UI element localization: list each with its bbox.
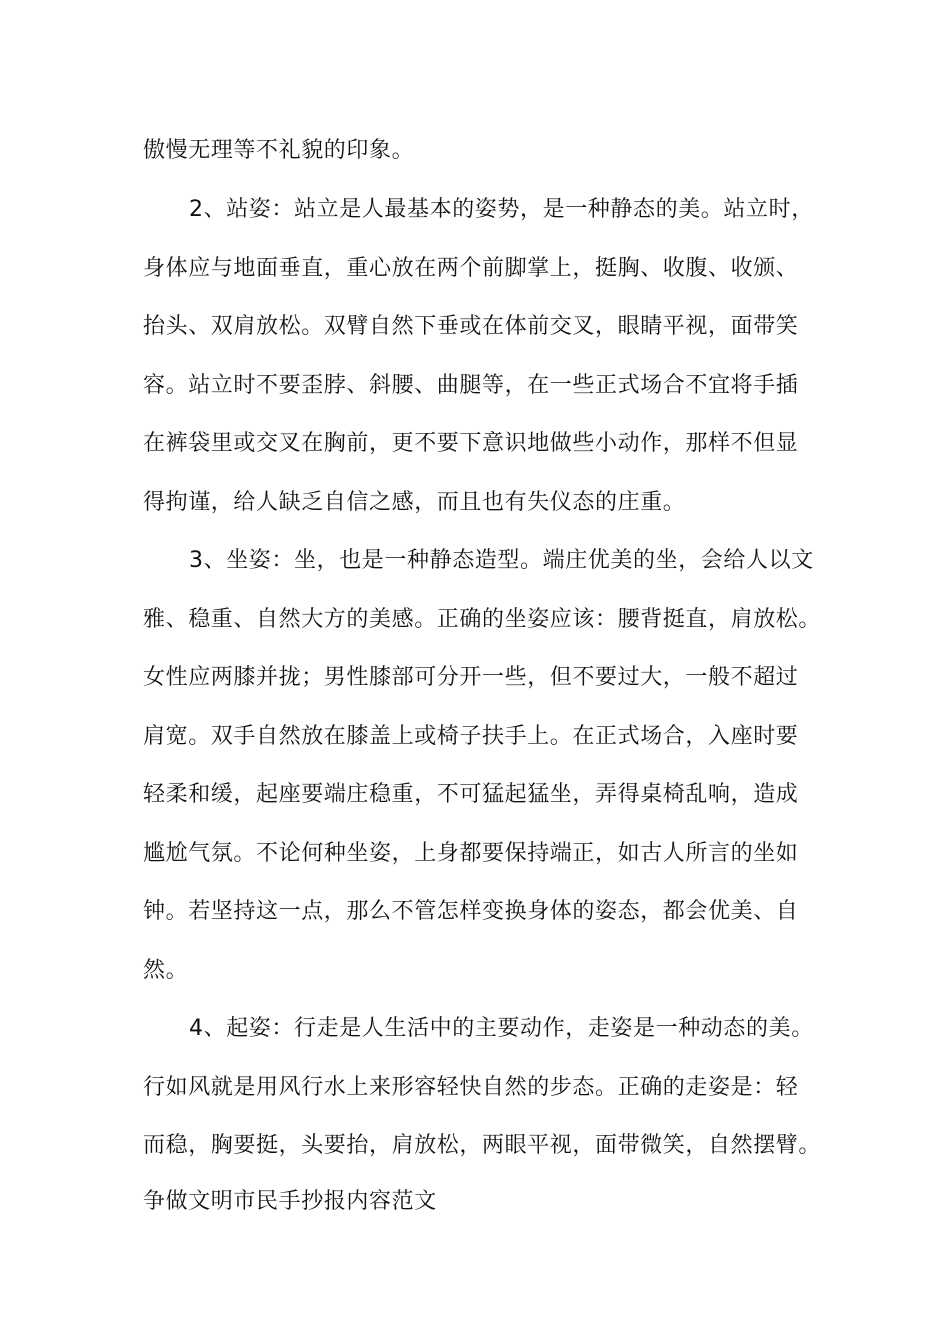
text-line: 轻柔和缓，起座要端庄稳重，不可猛起猛坐，弄得桌椅乱响，造成 (143, 782, 799, 807)
text-line: 尴尬气氛。不论何种坐姿，上身都要保持端正，如古人所言的坐如 (143, 841, 799, 866)
text-line: 容。站立时不要歪脖、斜腰、曲腿等，在一些正式场合不宜将手插 (143, 373, 799, 398)
text-line: 而稳，胸要挺，头要抬，肩放松，两眼平视，面带微笑，自然摆臂。 (143, 1133, 822, 1158)
section-title: 争做文明市民手抄报内容范文 (143, 1189, 437, 1214)
paragraph-start: 4、起姿：行走是人生活中的主要动作，走姿是一种动态的美。 (189, 1016, 814, 1041)
text-line: 抬头、双肩放松。双臂自然下垂或在体前交叉，眼睛平视，面带笑 (143, 314, 799, 339)
text-line: 女性应两膝并拢；男性膝部可分开一些，但不要过大，一般不超过 (143, 665, 799, 690)
paragraph-start: 3、坐姿：坐，也是一种静态造型。端庄优美的坐，会给人以文 (189, 548, 814, 573)
text-line: 身体应与地面垂直，重心放在两个前脚掌上，挺胸、收腹、收颁、 (143, 256, 799, 281)
text-line: 傲慢无理等不礼貌的印象。 (143, 138, 415, 163)
text-line: 钟。若坚持这一点，那么不管怎样变换身体的姿态，都会优美、自 (143, 899, 799, 924)
text-line: 得拘谨，给人缺乏自信之感，而且也有失仪态的庄重。 (143, 490, 686, 515)
paragraph-start: 2、站姿：站立是人最基本的姿势，是一种静态的美。站立时， (189, 197, 814, 222)
text-line: 在裤袋里或交叉在胸前，更不要下意识地做些小动作，那样不但显 (143, 431, 799, 456)
text-line: 肩宽。双手自然放在膝盖上或椅子扶手上。在正式场合，入座时要 (143, 724, 799, 749)
text-line: 然。 (143, 958, 189, 983)
text-line: 行如风就是用风行水上来形容轻快自然的步态。正确的走姿是：轻 (143, 1075, 799, 1100)
text-line: 雅、稳重、自然大方的美感。正确的坐姿应该：腰背挺直，肩放松。 (143, 607, 822, 632)
